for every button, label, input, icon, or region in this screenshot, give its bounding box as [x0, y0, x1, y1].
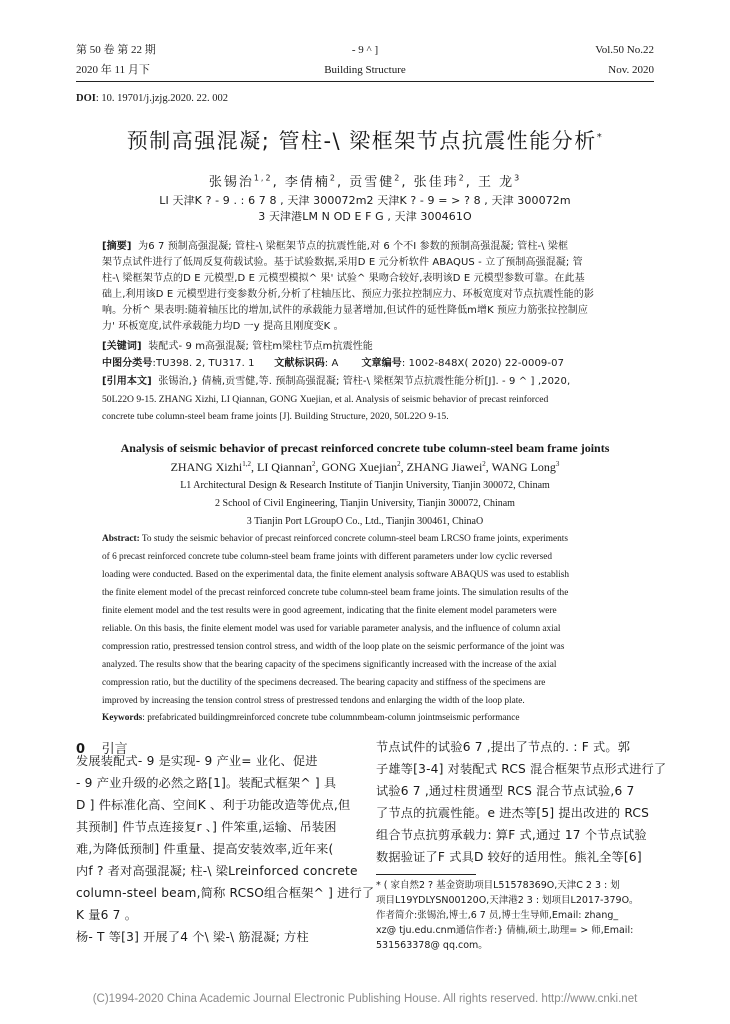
- author-cn-sup: 2: [458, 173, 466, 183]
- doi-line: [76, 93, 228, 104]
- author-en: LI Qiannan: [256, 460, 312, 474]
- footnote-rule: [376, 874, 476, 875]
- keywords-cn-text: 装配式- 9 m高强混凝; 管柱m梁柱节点m抗震性能: [148, 341, 373, 352]
- citation-line: [102, 375, 570, 389]
- abstract-en-line: analyzed. The results show that the bearing capacity of the specimens significantly increased with the increase of the axial: [102, 660, 557, 670]
- section-title: 引言: [101, 742, 128, 757]
- abstract-cn-line: 力' 环板宽度,试件承载能力均D 一y 提高且刚度变K 。: [102, 321, 344, 332]
- abstract-en-line: finite element model and the test results were in good agreement, indicating that the finite element model parameters were: [102, 606, 557, 616]
- abstract-cn-label: [摘要]: [102, 241, 132, 252]
- author-cn: 张佳玮: [413, 175, 459, 190]
- keywords-en-label: Keywords: [102, 713, 143, 723]
- author-cn: 王 龙: [477, 175, 515, 190]
- classification-line: [102, 357, 564, 371]
- author-en-sup: 2: [397, 460, 401, 468]
- abstract-cn-line: 架节点试件进行了低周反复荷载试验。基于试验数据,采用D E 元分析软件 ABAQUS - 立了预制高强混凝; 管: [102, 257, 583, 268]
- keywords-en: [102, 711, 519, 725]
- author-en: ZHANG Xizhi: [170, 460, 243, 474]
- authors-cn: 张锡治$^{1,2}$, 李倩楠$^2$, 贡雪健$^2$, 张佳玮$^2$, 王 龙$^3$: [208, 173, 522, 190]
- author-cn: 贡雪健: [349, 175, 395, 190]
- clc-label: 中图分类号: [102, 358, 153, 369]
- affiliation-cn: LI 天津K ? - 9 . : 6 7 8 , 天津 300072m2 天津K ? - 9 = > ? 8 , 天津 300072m: [159, 194, 571, 207]
- author-en: GONG Xuejian: [321, 460, 398, 474]
- body-line: column-steel beam,简称 RCSO组合框架^ ] 进行了: [76, 886, 375, 900]
- abstract-en-line: the finite element model of the precast reinforced concrete tube column-steel beam frame joints. The simulation results of the: [102, 588, 569, 598]
- authors-en: ZHANG Xizhi$^{1,2}$, LI Qiannan$^2$, GONG Xuejian$^2$, ZHANG Jiawei$^2$, WANG Long$^3$: [170, 460, 560, 474]
- citation-text: 张锡治,} 倩楠,贡雪健,等. 预制高强混凝; 管柱-\ 梁框架节点抗震性能分析[J]. - 9 ^ ] ,2020,: [158, 376, 571, 387]
- header-center-top: - 9 ^ ]: [351, 44, 379, 56]
- abstract-en-label: Abstract:: [102, 534, 140, 544]
- abstract-en-line: reliable. On this basis, the finite element model was used for variable parameter analysis, and the influence of column axial: [102, 624, 561, 634]
- body-line: 内f ? 者对高强混凝; 柱-\ 梁Lreinforced concrete: [76, 864, 358, 878]
- affiliation-en: 2 School of Civil Engineering, Tianjin University, Tianjin 300072, Chinam: [215, 498, 515, 509]
- volume-issue-cn: 第 50 卷 第 22 期: [76, 44, 156, 56]
- abstract-cn-text: 为6 7 预制高强混凝; 管柱-\ 梁框架节点的抗震性能,对 6 个不I 参数的预制高强混凝; 管柱-\ 梁框: [138, 241, 569, 252]
- abstract-en-line: [102, 532, 568, 546]
- body-line: 数据验证了F 式具D 较好的适用性。熊礼全等[6]: [376, 850, 642, 864]
- doc-code-value: : A: [324, 358, 339, 369]
- keywords-cn: [102, 340, 373, 354]
- doc-code-label: 文献标识码: [274, 358, 325, 369]
- affiliation-cn: 3 天津港LM N OD E F G , 天津 300461O: [258, 210, 472, 223]
- author-cn-sup: 2: [394, 173, 402, 183]
- author-cn-sup: 1,2: [253, 173, 273, 183]
- abstract-cn-line: 础上,利用该D E 元模型进行变参数分析,分析了柱轴压比、预应力张拉控制应力、环板宽度对节点抗震性能的影: [102, 289, 594, 300]
- abstract-en-line: compression ratio, but the ductility of the specimens decreased. The bearing capacity and stiffness of the specimens are: [102, 678, 546, 688]
- abstract-en-line: compression ratio, prestressed tension control stress, and width of the loop plate on the seismic performance of the joint was: [102, 642, 565, 652]
- body-line: K 量6 7 。: [76, 908, 138, 922]
- body-line: 了节点的抗震性能。e 进杰等[5] 提出改进的 RCS: [376, 806, 650, 820]
- body-line: D ] 件标准化高、空间K 、利于功能改造等优点,但: [76, 798, 351, 812]
- article-number-value: : 1002-848X( 2020) 22-0009-07: [401, 358, 565, 369]
- body-line: - 9 产业升级的必然之路[1]。装配式框架^ ] 具: [76, 776, 337, 790]
- title-footnote-mark: *: [596, 132, 604, 143]
- date-en: Nov. 2020: [608, 64, 654, 76]
- footnote-line: 项目L19YDLYSN00120O,天津港2 3 : 划项目L2017-379O。: [376, 895, 639, 906]
- abstract-en-line: improved by increasing the tension control stress of prestressed tendons and enlarging the width of the loop plate.: [102, 696, 525, 706]
- author-en-sup: 3: [555, 460, 560, 468]
- affiliation-en: L1 Architectural Design & Research Institute of Tianjin University, Tianjin 300072, Chinam: [180, 480, 550, 491]
- body-line: 节点试件的试验6 7 ,提出了节点的. : F 式。郭: [376, 740, 631, 754]
- section-number: 0: [76, 742, 86, 757]
- abstract-en-line: loading were conducted. Based on the experimental data, the finite element analysis software ABAQUS was used to establish: [102, 570, 570, 580]
- author-cn: 张锡治: [208, 175, 254, 190]
- author-cn: 李倩楠: [284, 175, 330, 190]
- doi-value: : 10. 19701/j.jzjg.2020. 22. 002: [95, 93, 228, 104]
- keywords-en-text: : prefabricated buildingmreinforced concrete tube columnmbeam-column jointmseismic performance: [142, 713, 520, 723]
- clc-value: :TU398. 2, TU317. 1: [152, 358, 255, 369]
- body-line: 杨- T 等[3] 开展了4 个\ 梁-\ 筋混凝; 方柱: [76, 930, 309, 944]
- body-line: 其预制] 件节点连接复r 、] 件笨重,运输、吊装困: [76, 820, 337, 834]
- author-en-sup: 1,2: [242, 460, 251, 468]
- title-cn-text: 预制高强混凝; 管柱-\ 梁框架节点抗震性能分析: [126, 129, 597, 153]
- footnote-line: * ( 家自然2 ? 基金资助项目L51578369O,天津C 2 3 : 划: [376, 880, 620, 891]
- abstract-cn-line: [102, 240, 568, 254]
- date-cn: 2020 年 11 月下: [76, 64, 150, 76]
- copyright-footer: (C)1994-2020 China Academic Journal Electronic Publishing House. All rights reserved. http://www.cnki.net: [92, 993, 638, 1005]
- abstract-cn-line: 柱-\ 梁框架节点的D E 元模型,D E 元模型模拟^ 果' 试验^ 果吻合较好,表明该D E 元模型参数可靠。在此基: [102, 273, 585, 284]
- body-line: 子雄等[3-4] 对装配式 RCS 混合框架节点形式进行了: [376, 762, 667, 776]
- doi-label: DOI: [76, 93, 96, 104]
- citation-line: concrete tube column-steel beam frame joints [J]. Building Structure, 2020, 50L22O 9-15.: [102, 411, 449, 422]
- citation-label: [引用本文]: [102, 376, 152, 387]
- author-en: ZHANG Jiawei: [406, 460, 483, 474]
- header-rule: [76, 81, 654, 82]
- footnote-line: 作者简介:张锡治,博士,6 7 员,博士生导师,Email: zhang_: [376, 910, 619, 921]
- keywords-cn-label: [关键词]: [102, 341, 142, 352]
- journal-name-en: Building Structure: [324, 64, 406, 76]
- author-en-sup: 2: [311, 460, 316, 468]
- volume-issue-en: Vol.50 No.22: [595, 44, 654, 56]
- author-cn-sup: 2: [329, 173, 337, 183]
- body-line: 难,为降低预制] 件重量、提高安装效率,近年来(: [76, 842, 334, 856]
- author-en-sup: 2: [482, 460, 486, 468]
- citation-line: 50L22O 9-15. ZHANG Xizhi, LI Qiannan, GONG Xuejian, et al. Analysis of seismic behavior of precast reinforced: [102, 394, 549, 405]
- article-number-label: 文章编号: [361, 358, 402, 369]
- author-en: WANG Long: [491, 460, 556, 474]
- affiliation-en: 3 Tianjin Port LGroupO Co., Ltd., Tianjin 300461, ChinaO: [246, 516, 484, 527]
- abstract-cn-line: 响。分析^ 果表明:随着轴压比的增加,试件的承载能力显著增加,但试件的延性降低m增K 预应力筋张拉控制应: [102, 305, 588, 316]
- title-en: Analysis of seismic behavior of precast reinforced concrete tube column-steel beam frame joints: [120, 441, 610, 455]
- author-cn-sup: 3: [514, 173, 522, 183]
- footnote-line: xz@ tju.edu.cnm通信作者:} 倩楠,硕士,助理= > 师,Email:: [376, 925, 634, 936]
- body-line: 试验6 7 ,通过柱贯通型 RCS 混合节点试验,6 7: [376, 784, 635, 798]
- abstract-en-text: To study the seismic behavior of precast reinforced concrete column-steel beam LRCSO frame joints, experiments: [141, 534, 568, 544]
- body-line: 组合节点抗剪承载力: 算F 式,通过 17 个节点试验: [376, 828, 647, 842]
- body-line: 发展装配式- 9 是实现- 9 产业= 业化、促进: [76, 754, 318, 768]
- title-cn: [76, 125, 654, 155]
- abstract-en-line: of 6 precast reinforced concrete tube column-steel beam frame joints with different parameters under low cyclic reversed: [102, 552, 553, 562]
- footnote-line: 531563378@ qq.com。: [376, 940, 488, 951]
